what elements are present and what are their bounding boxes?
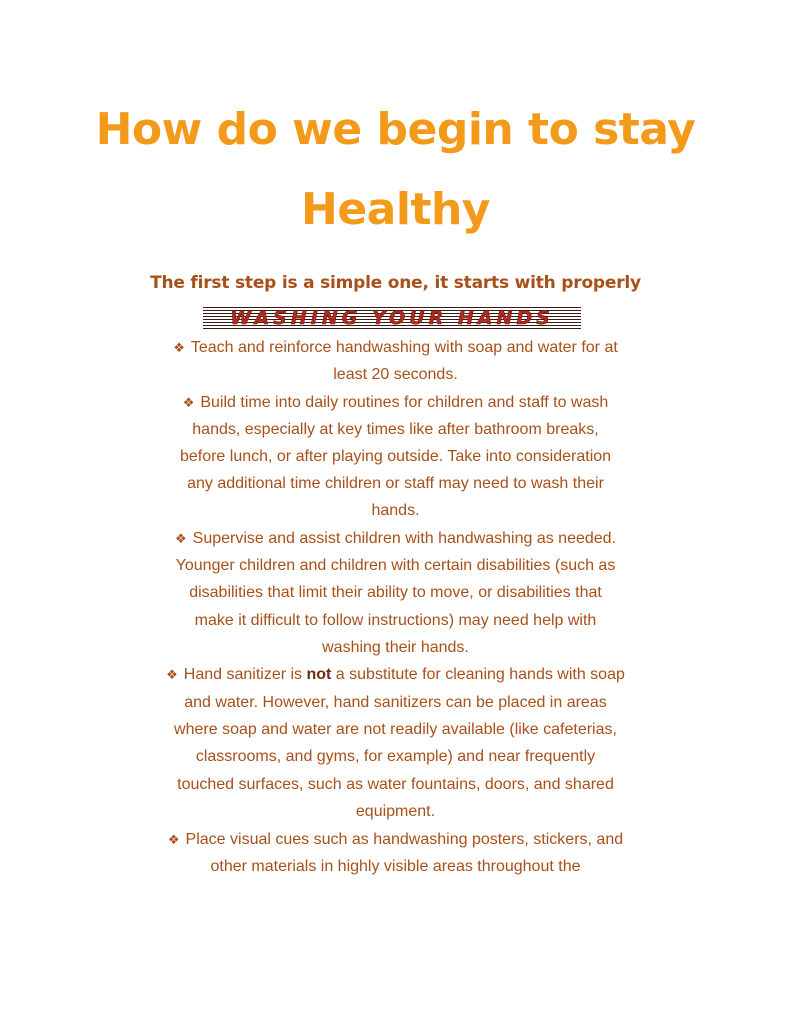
bullet-text: Supervise and assist children with handwashing as needed.: [192, 530, 617, 547]
bullet-text: Teach and reinforce handwashing with soap and water for at: [190, 339, 618, 356]
bullet-text-pre: Hand sanitizer is: [183, 666, 307, 683]
bullet-5-line-1: [100, 830, 691, 851]
bullet-4-line-2: and water. However, hand sanitizers can be placed in areas: [184, 694, 607, 711]
bullet-4-line-6: equipment.: [355, 803, 436, 820]
bullet-4-line-1: [100, 665, 691, 686]
bullet-3-line-1: [100, 529, 691, 550]
bullet-2-line-4: any additional time children or staff may need to wash their: [187, 475, 604, 492]
page-title-line-1: How do we begin to stay: [95, 104, 696, 155]
diamond-bullet-icon: ❖: [167, 833, 180, 848]
bullet-4-line-4: classrooms, and gyms, for example) and near frequently: [195, 748, 596, 765]
bullet-4-line-3: where soap and water are not readily available (like cafeterias,: [174, 721, 617, 738]
bullet-3-line-2: Younger children and children with certain disabilities (such as: [175, 557, 616, 574]
bullet-3-line-3: disabilities that limit their ability to move, or disabilities that: [189, 584, 602, 601]
bullet-text: Place visual cues such as handwashing posters, stickers, and: [185, 831, 624, 848]
bullet-1-line-2: least 20 seconds.: [333, 366, 458, 383]
bullet-1-line-1: [100, 338, 691, 359]
bullet-3-line-5: washing their hands.: [322, 639, 469, 656]
diamond-bullet-icon: ❖: [182, 396, 195, 411]
diamond-bullet-icon: ❖: [173, 341, 185, 356]
subtitle: The first step is a simple one, it starts with properly: [150, 273, 641, 293]
bullet-2-line-2: hands, especially at key times like after bathroom breaks,: [192, 421, 599, 438]
bullet-2-line-1: [100, 393, 691, 414]
bullet-2-line-5: hands.: [371, 502, 420, 519]
diamond-bullet-icon: ❖: [166, 668, 178, 683]
bullet-text-post: a substitute for cleaning hands with soap: [331, 666, 625, 683]
diamond-bullet-icon: ❖: [174, 532, 187, 547]
page-title-line-2: Healthy: [301, 184, 490, 235]
bullet-2-line-3: before lunch, or after playing outside. Take into consideration: [179, 448, 612, 465]
bullet-5-line-2: other materials in highly visible areas throughout the: [210, 858, 581, 875]
bullet-text-bold: not: [306, 666, 332, 683]
bullet-4-line-5: touched surfaces, such as water fountains, doors, and shared: [177, 776, 614, 793]
washing-hands-banner: WASHING YOUR HANDS: [203, 307, 581, 329]
bullet-3-line-4: make it difficult to follow instructions) may need help with: [194, 612, 597, 629]
bullet-text: Build time into daily routines for children and staff to wash: [200, 394, 609, 411]
